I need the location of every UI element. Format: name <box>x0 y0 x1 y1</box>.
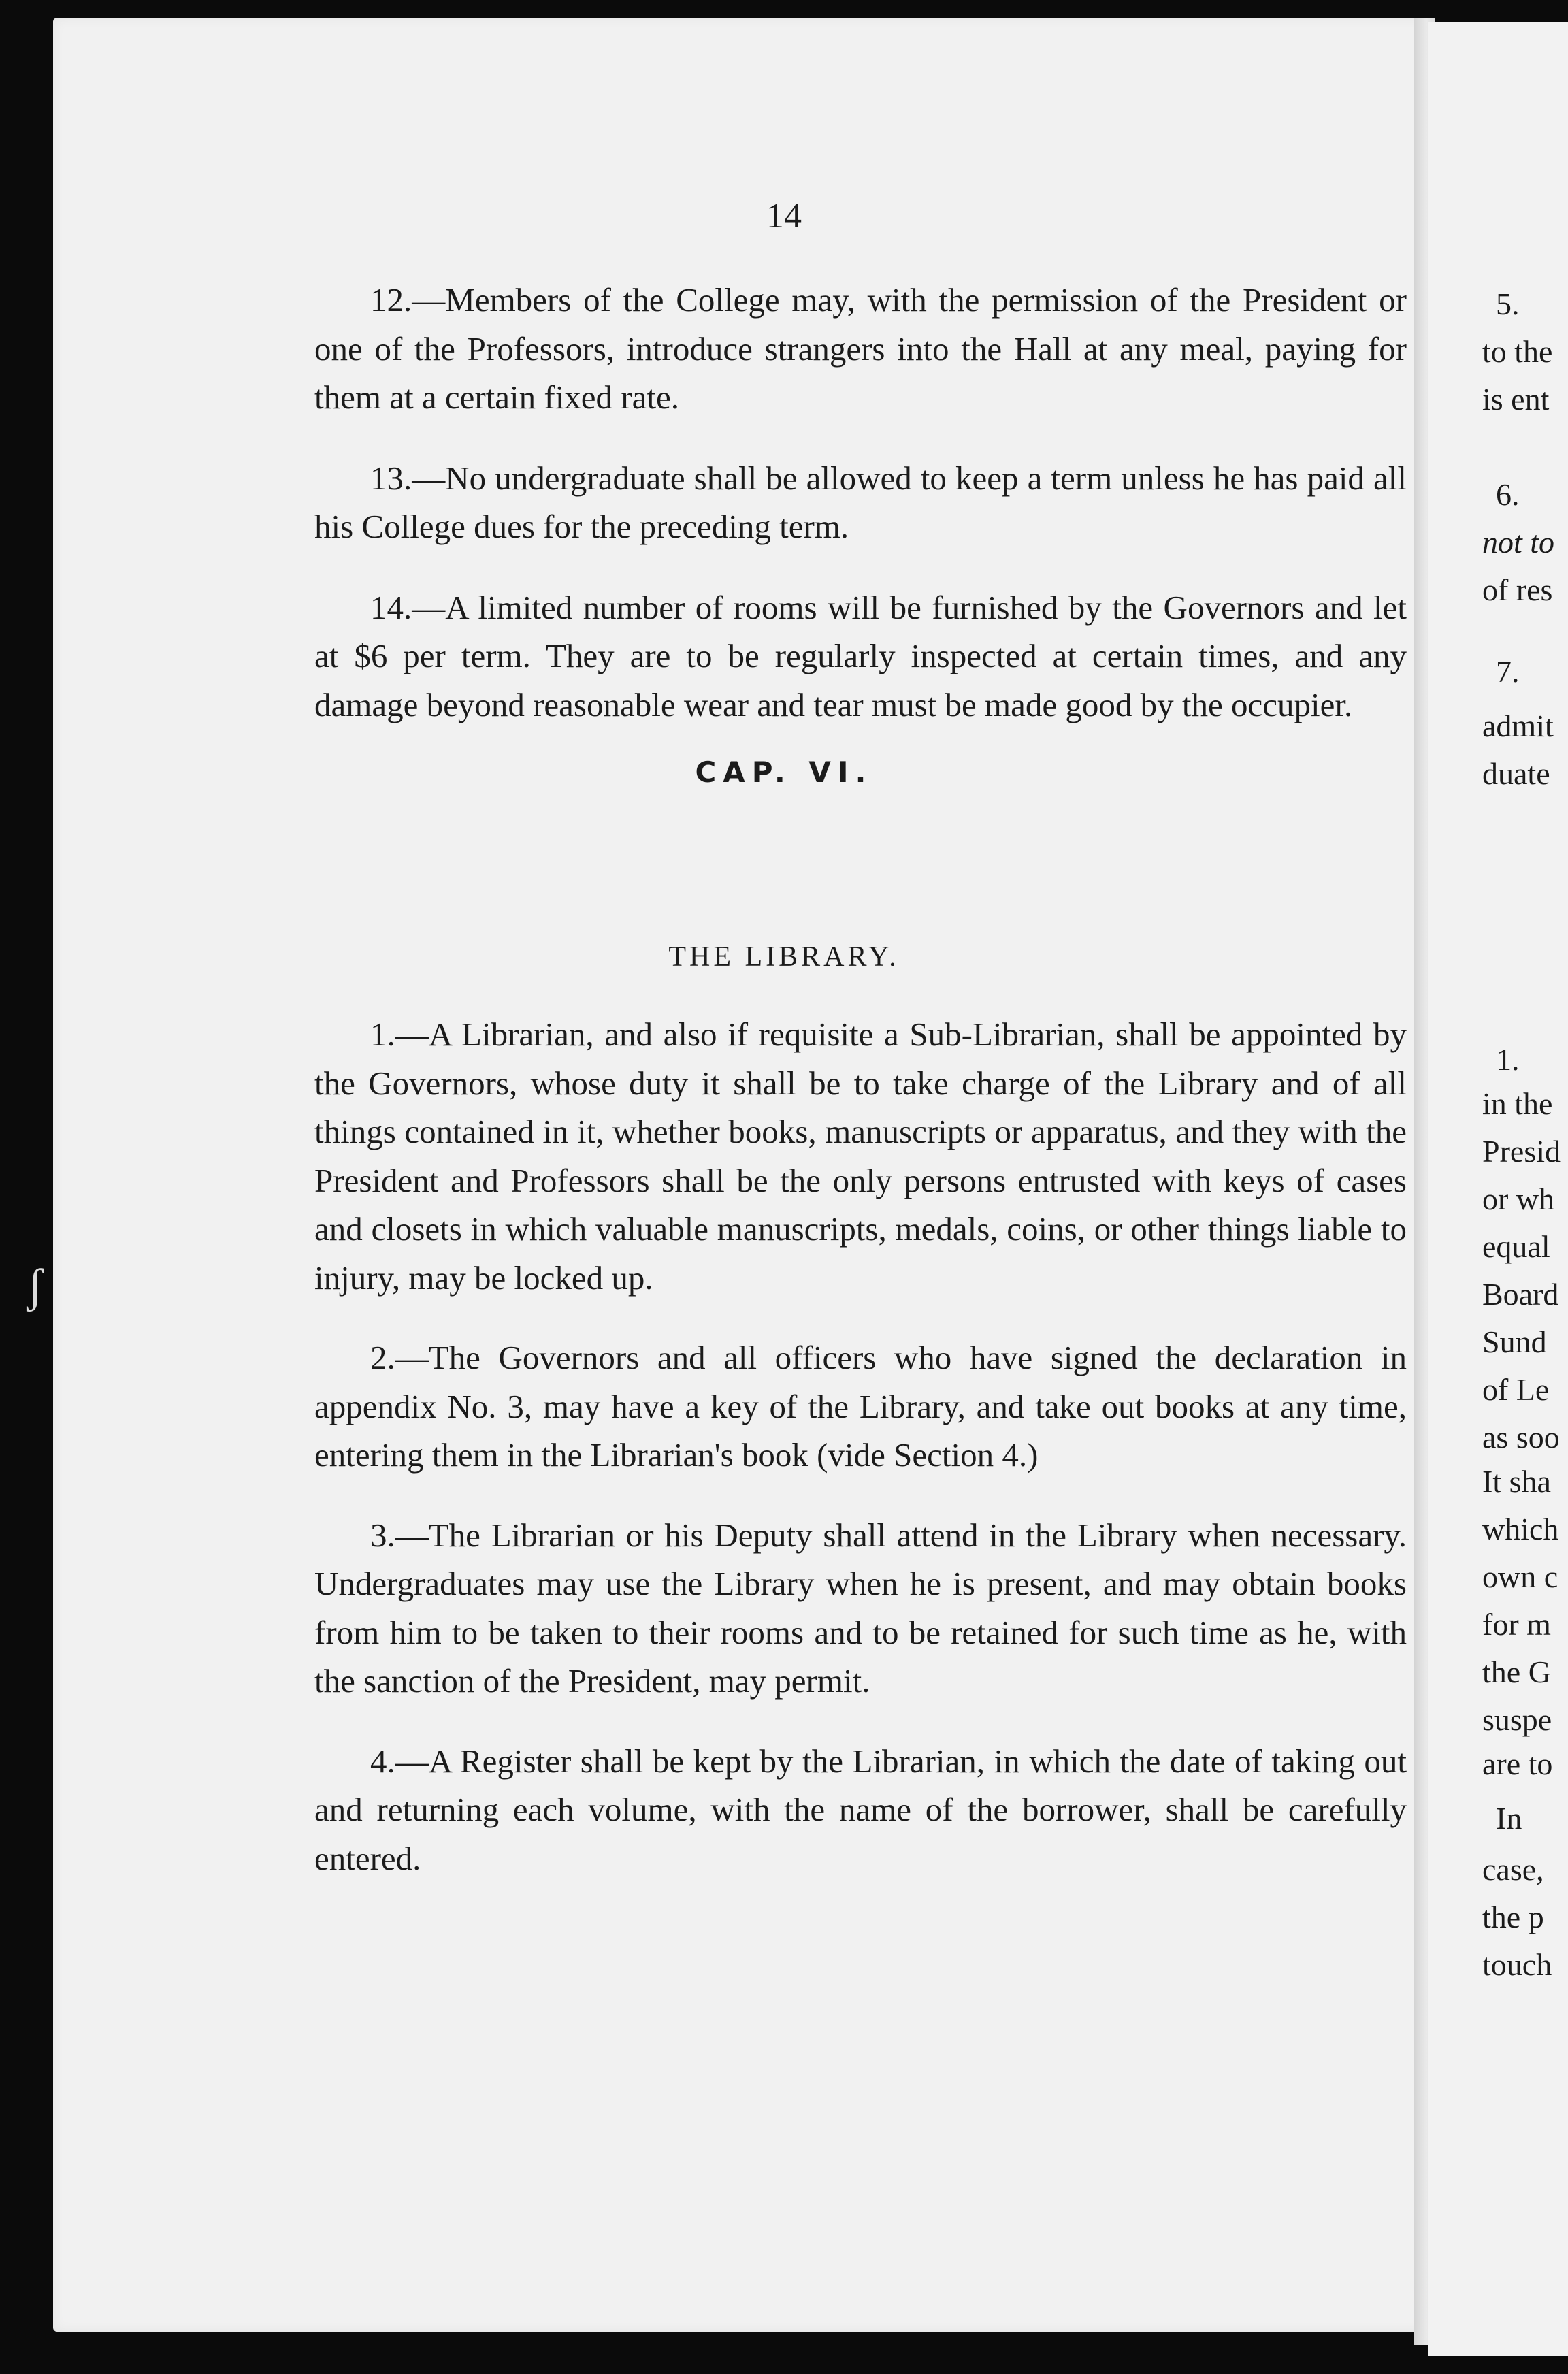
rules-section-a <box>314 276 1407 729</box>
facing-fragment: of Le <box>1482 1372 1550 1407</box>
chapter-heading: CAP. VI. <box>695 755 873 789</box>
facing-fragment: Board <box>1482 1277 1559 1312</box>
rule-14: 14.—A limited number of rooms will be furnished by the Governors and let at $6 per term. They are to be regularly inspected at certain times, and any damage beyond reasonable wear and tear must be made good by the occupier. <box>314 588 1407 723</box>
facing-fragment: In <box>1496 1801 1522 1836</box>
library-rules <box>314 1010 1407 1883</box>
rule-12: 12.—Members of the College may, with the permission of the President or one of the Professors, introduce strangers into the Hall at any meal, paying for them at a certain fixed rate. <box>314 281 1407 416</box>
facing-fragment: 6. <box>1496 477 1520 512</box>
facing-fragment: the G <box>1482 1655 1551 1689</box>
facing-fragment: as soo <box>1482 1420 1560 1454</box>
facing-fragment: to the <box>1482 334 1553 369</box>
facing-fragment: which <box>1482 1512 1559 1546</box>
facing-fragment: 5. <box>1496 287 1520 321</box>
chapter-title: THE LIBRARY. <box>668 941 900 973</box>
facing-fragment: equal <box>1482 1229 1550 1264</box>
facing-fragment: It sha <box>1482 1464 1551 1499</box>
facing-fragment: the p <box>1482 1900 1544 1934</box>
facing-fragment: not to <box>1482 525 1555 559</box>
facing-fragment: admit <box>1482 709 1554 743</box>
page-number: 14 <box>766 197 802 235</box>
facing-fragment: Presid <box>1482 1134 1561 1169</box>
library-rule-2: 2.—The Governors and all officers who have signed the declaration in appendix No. 3, may have a key of the Library, and take out books at any time, entering them in the Librarian's book (vide Section 4.) <box>314 1339 1407 1474</box>
facing-fragment: are to <box>1482 1746 1553 1781</box>
library-rule-3: 3.—The Librarian or his Deputy shall attend in the Library when necessary. Undergraduates may use the Library when he is present, and may obtain books from him to be taken to their rooms and to be retained for such time as he, with the sanction of the President, may permit. <box>314 1516 1407 1700</box>
facing-fragment: is ent <box>1482 382 1550 417</box>
margin-mark: ʃ <box>27 1260 44 1312</box>
facing-fragment: 7. <box>1496 654 1520 689</box>
rule-13: 13.—No undergraduate shall be allowed to keep a term unless he has paid all his College dues for the preceding term. <box>314 459 1407 545</box>
facing-fragment: own c <box>1482 1559 1558 1594</box>
facing-fragment: in the <box>1482 1086 1553 1121</box>
library-rule-1: 1.—A Librarian, and also if requisite a Sub-Librarian, shall be appointed by the Governors, whose duty it shall be to take charge of the Library and of all things contained in it, whether books, manuscripts or apparatus, and they with the President and Professors shall be the only persons entrusted with keys of cases and closets in which valuable manuscripts, medals, coins, or other things liable to injury, may be locked up. <box>314 1015 1407 1297</box>
facing-fragment: for m <box>1482 1607 1551 1642</box>
facing-fragment: duate <box>1482 756 1550 791</box>
facing-fragment: touch <box>1482 1947 1552 1982</box>
library-rule-4: 4.—A Register shall be kept by the Librarian, in which the date of taking out and returning each volume, with the name of the borrower, shall be carefully entered. <box>314 1742 1407 1877</box>
facing-fragment: 1. <box>1496 1042 1520 1077</box>
facing-fragment: suspe <box>1482 1702 1552 1737</box>
facing-fragment: case, <box>1482 1852 1544 1887</box>
facing-fragment: or wh <box>1482 1182 1555 1216</box>
facing-fragment: of res <box>1482 572 1553 607</box>
facing-fragment: Sund <box>1482 1324 1547 1359</box>
